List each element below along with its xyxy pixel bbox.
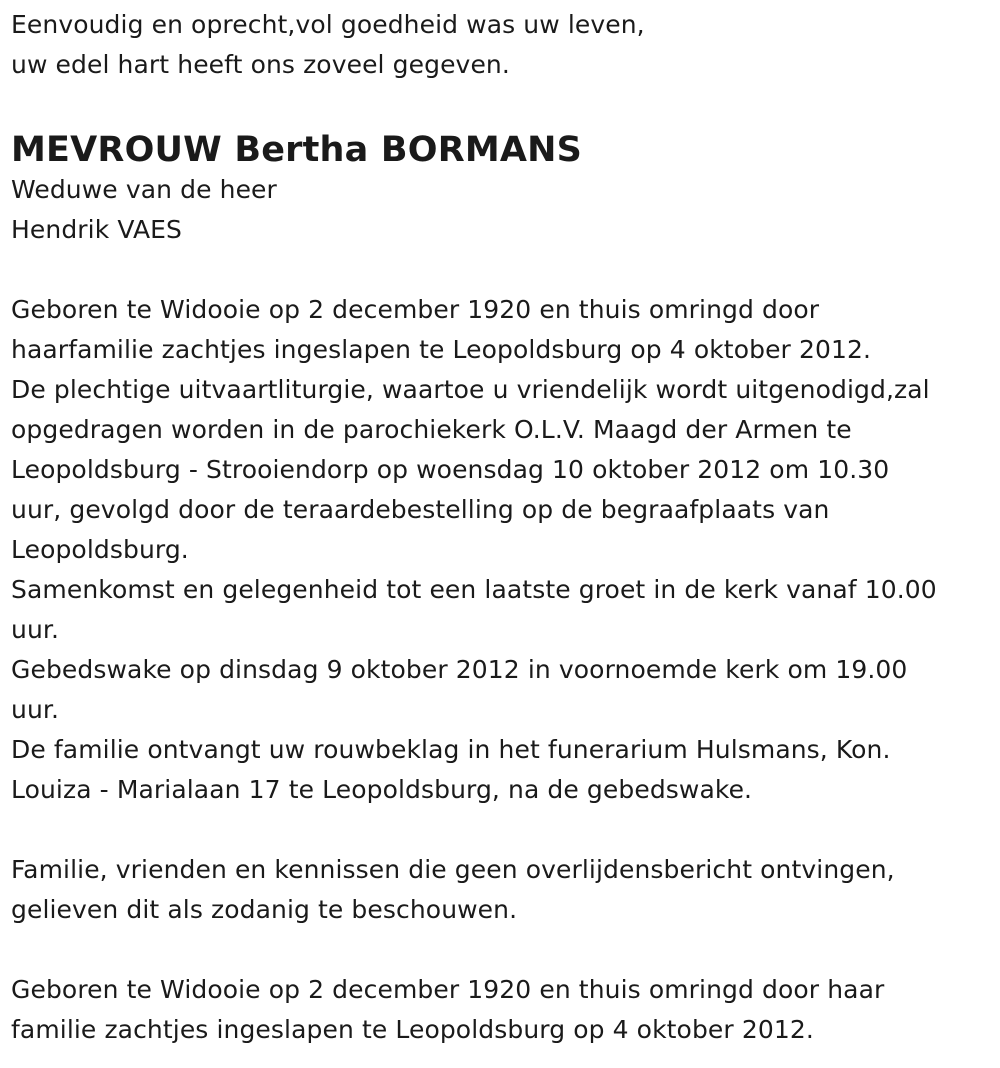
announcement-line: De plechtige uitvaartliturgie, waartoe u vriendelijk wordt uitgenodigd,zal xyxy=(11,375,930,404)
notice-line: Familie, vrienden en kennissen die geen overlijdensbericht ontvingen, xyxy=(11,855,895,884)
announcement-block xyxy=(11,290,996,810)
closing-line: Geboren te Widooie op 2 december 1920 en thuis omringd door haar xyxy=(11,975,885,1004)
closing-line: familie zachtjes ingeslapen te Leopoldsburg op 4 oktober 2012. xyxy=(11,1015,814,1044)
motto-line: uw edel hart heeft ons zoveel gegeven. xyxy=(11,50,510,79)
closing-block xyxy=(11,970,996,1050)
announcement-line: Samenkomst en gelegenheid tot een laatste groet in de kerk vanaf 10.00 xyxy=(11,575,937,604)
announcement-line: Louiza - Marialaan 17 te Leopoldsburg, na de gebedswake. xyxy=(11,775,753,804)
announcement-line: Leopoldsburg. xyxy=(11,535,189,564)
announcement-line: uur. xyxy=(11,615,60,644)
spouse-line: Weduwe van de heer xyxy=(11,175,277,204)
announcement-line: Leopoldsburg - Strooiendorp op woensdag 10 oktober 2012 om 10.30 xyxy=(11,455,890,484)
spacer xyxy=(11,250,996,290)
announcement-line: uur. xyxy=(11,695,60,724)
deceased-name: MEVROUW Bertha BORMANS xyxy=(11,130,583,170)
spacer xyxy=(11,810,996,850)
spacer xyxy=(11,930,996,970)
spouse-block xyxy=(11,170,996,250)
notice-line: gelieven dit als zodanig te beschouwen. xyxy=(11,895,518,924)
announcement-line: Gebedswake op dinsdag 9 oktober 2012 in voornoemde kerk om 19.00 xyxy=(11,655,908,684)
obituary-document xyxy=(11,5,996,1050)
announcement-line: haarfamilie zachtjes ingeslapen te Leopoldsburg op 4 oktober 2012. xyxy=(11,335,872,364)
notice-block xyxy=(11,850,996,930)
announcement-line: uur, gevolgd door de teraardebestelling op de begraafplaats van xyxy=(11,495,830,524)
announcement-line: Geboren te Widooie op 2 december 1920 en thuis omringd door xyxy=(11,295,820,324)
announcement-line: opgedragen worden in de parochiekerk O.L.V. Maagd der Armen te xyxy=(11,415,852,444)
motto-block xyxy=(11,5,996,85)
announcement-line: De familie ontvangt uw rouwbeklag in het funerarium Hulsmans, Kon. xyxy=(11,735,891,764)
motto-line: Eenvoudig en oprecht,vol goedheid was uw leven, xyxy=(11,10,645,39)
spouse-line: Hendrik VAES xyxy=(11,215,183,244)
